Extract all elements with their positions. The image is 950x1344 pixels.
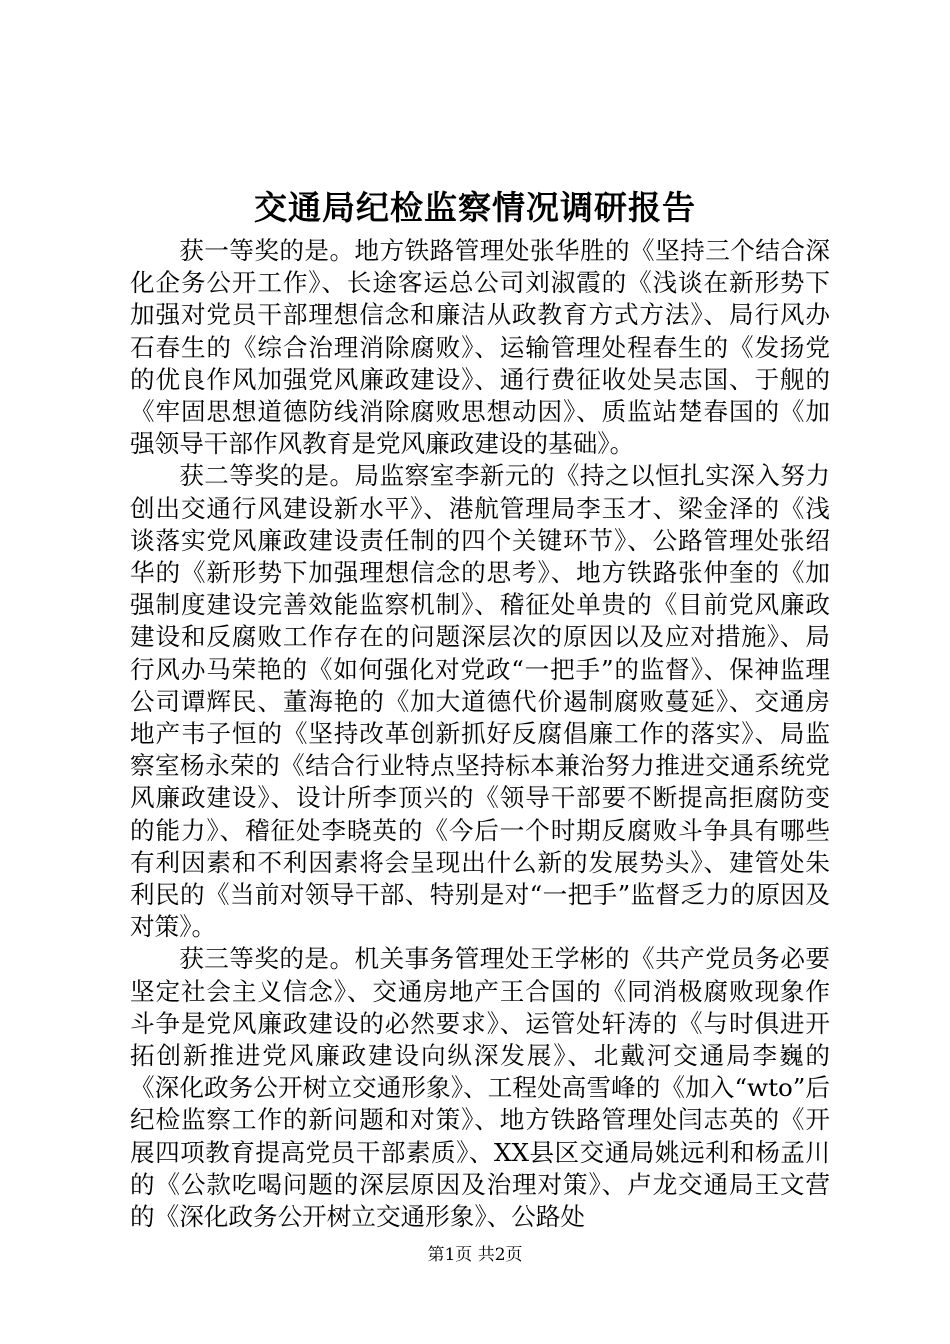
page-footer: 第1页 共2页 (427, 1245, 523, 1265)
paragraph-second-prize: 获二等奖的是。局监察室李新元的《持之以恒扎实深入努力创出交通行风建设新水平》、港航管理局李玉才、梁金泽的《浅谈落实党风廉政建设责任制的四个关键环节》、公路管理处张绍华的《新形势下加强理想信念的思考》、地方铁路张仲奎的《加强制度建设完善效能监察机制》、稽征处单贵的《目前党风廉政建设和反腐败工作存在的问题深层次的原因以及应对措施》、局行风办马荣艳的《如何强化对党政“一把手”的监督》、保神监理公司谭辉民、董海艳的《加大道德代价遏制腐败蔓延》、交通房地产韦子恒的《坚持改革创新抓好反腐倡廉工作的落实》、局监察室杨永荣的《结合行业特点坚持标本兼治努力推进交通系统党风廉政建设》、设计所李顶兴的《领导干部要不断提高拒腐防变的能力》、稽征处李晓英的《今后一个时期反腐败斗争具有哪些有利因素和不利因素将会呈现出什么新的发展势头》、建管处朱利民的《当前对领导干部、特别是对“一把手”监督乏力的原因及对策》。 (130, 461, 830, 942)
paragraph-first-prize: 获一等奖的是。地方铁路管理处张华胜的《坚持三个结合深化企务公开工作》、长途客运总公司刘淑霞的《浅谈在新形势下加强对党员干部理想信念和廉洁从政教育方式方法》、局行风办石春生的《综合治理消除腐败》、运输管理处程春生的《发扬党的优良作风加强党风廉政建设》、通行费征收处吴志国、于舰的《牢固思想道德防线消除腐败思想动因》、质监站楚春国的《加强领导干部作风教育是党风廉政建设的基础》。 (130, 236, 830, 459)
paragraph-third-prize: 获三等奖的是。机关事务管理处王学彬的《共产党员务必要坚定社会主义信念》、交通房地产王合国的《同消极腐败现象作斗争是党风廉政建设的必然要求》、运管处轩涛的《与时俱进开拓创新推进党风廉政建设向纵深发展》、北戴河交通局李巍的《深化政务公开树立交通形象》、工程处高雪峰的《加入“wto”后纪检监察工作的新问题和对策》、地方铁路管理处闫志英的《开展四项教育提高党员干部素质》、XX县区交通局姚远利和杨孟川的《公款吃喝问题的深层原因及治理对策》、卢龙交通局王文营的《深化政务公开树立交通形象》、公路处 (130, 944, 830, 1232)
document-body (130, 235, 830, 1233)
document-title: 交通局纪检监察情况调研报告 (254, 188, 696, 227)
